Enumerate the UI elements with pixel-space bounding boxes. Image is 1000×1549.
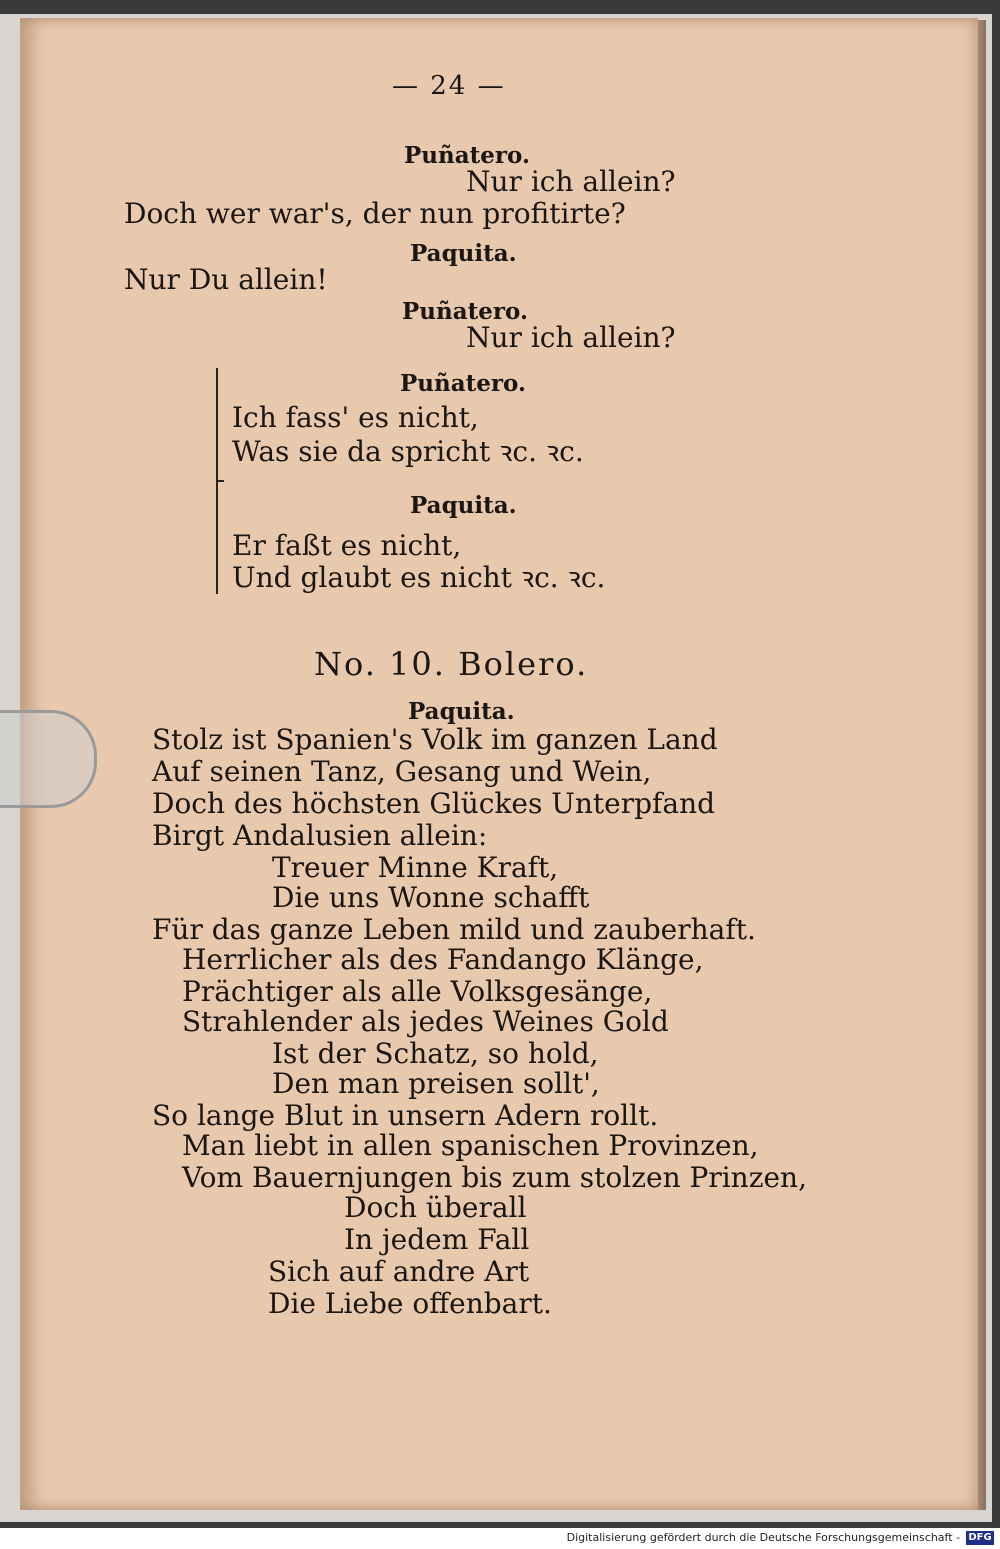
verse-line: Für das ganze Leben mild und zauberhaft. (152, 913, 756, 946)
verse-line: In jedem Fall (344, 1223, 530, 1256)
verse-line: Und glaubt es nicht ꝛc. ꝛc. (232, 561, 606, 594)
speaker-label: Puñatero. (400, 370, 526, 397)
verse-line: Auf seinen Tanz, Gesang und Wein, (152, 755, 652, 788)
verse-line: Man liebt in allen spanischen Provinzen, (182, 1129, 759, 1162)
verse-line: Birgt Andalusien allein: (152, 819, 488, 852)
verse-line: Sich auf andre Art (268, 1255, 530, 1288)
verse-line: Den man preisen sollt', (272, 1067, 600, 1100)
speaker-label: Paquita. (408, 698, 515, 725)
dfg-logo: DFG (966, 1531, 994, 1545)
verse-line: Nur Du allein! (124, 263, 328, 296)
verse-line: Treuer Minne Kraft, (272, 851, 559, 884)
verse-line: Doch wer war's, der nun profitirte? (124, 197, 626, 230)
page-number: — 24 — (392, 71, 506, 101)
paper-clip (0, 710, 97, 808)
verse-line: Nur ich allein? (466, 165, 676, 198)
speaker-label: Paquita. (410, 240, 517, 267)
footer-credit: Digitalisierung gefördert durch die Deutsche Forschungsgemeinschaft - (566, 1531, 960, 1544)
section-heading: No. 10. Bolero. (314, 645, 589, 683)
duet-brace-tick (216, 480, 224, 482)
verse-line: Doch überall (344, 1191, 527, 1224)
verse-line: Prächtiger als alle Volksgesänge, (182, 975, 653, 1008)
verse-line: Die Liebe offenbart. (268, 1287, 552, 1320)
verse-line: Doch des höchsten Glückes Unterpfand (152, 787, 716, 820)
speaker-label: Puñatero. (402, 298, 528, 325)
verse-line: Herrlicher als des Fandango Klänge, (182, 943, 704, 976)
verse-line: Strahlender als jedes Weines Gold (182, 1005, 669, 1038)
verse-line: Nur ich allein? (466, 321, 676, 354)
verse-line: Die uns Wonne schafft (272, 881, 590, 914)
verse-line: So lange Blut in unsern Adern rollt. (152, 1099, 659, 1132)
verse-line: Stolz ist Spanien's Volk im ganzen Land (152, 723, 718, 756)
verse-line: Ich fass' es nicht, (232, 401, 479, 434)
speaker-label: Paquita. (410, 492, 517, 519)
verse-line: Er faßt es nicht, (232, 529, 462, 562)
digitization-footer (0, 1528, 1000, 1549)
speaker-label: Puñatero. (404, 142, 530, 169)
verse-line: Vom Bauernjungen bis zum stolzen Prinzen, (182, 1161, 807, 1194)
verse-line: Ist der Schatz, so hold, (272, 1037, 599, 1070)
verse-line: Was sie da spricht ꝛc. ꝛc. (232, 435, 584, 468)
